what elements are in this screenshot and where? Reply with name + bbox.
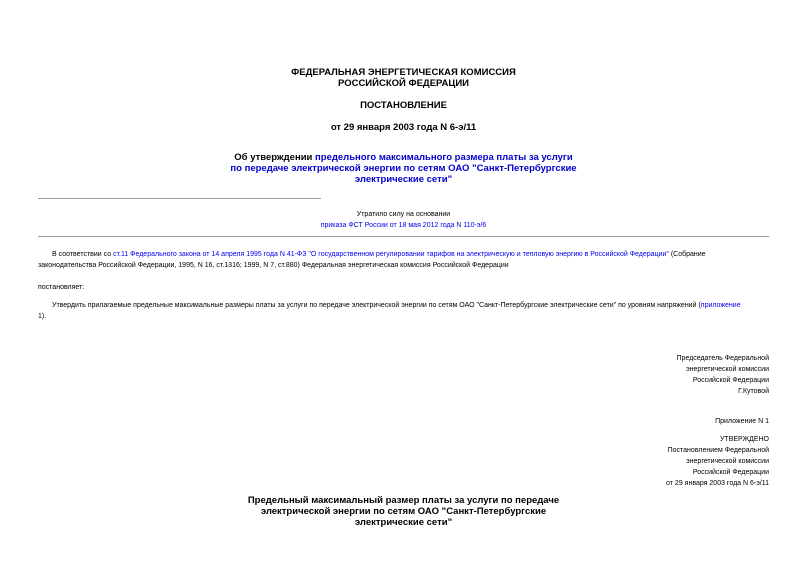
appendix-title-line2: электрической энергии по сетям ОАО "Санкт-Петербургские	[260, 506, 547, 517]
approved-line1: Постановлением Федеральной	[667, 447, 769, 454]
doc-date: от 29 января 2003 года N 6-э/11	[330, 122, 477, 133]
paragraph-1-line2: законодательства Российской Федерации, 1995, N 16, ст.1316; 1999, N 7, ст.880) Федеральная энергетическая комиссия Российской Федерации	[38, 262, 509, 269]
status-link[interactable]: приказа ФСТ России от 18 мая 2012 года N 110-э/6	[320, 222, 487, 229]
appendix-title-line3: электрические сети"	[354, 517, 453, 528]
appendix-label: Приложение N 1	[715, 418, 769, 425]
status-line: Утратило силу на основании	[356, 211, 451, 218]
signature-line1: Председатель Федеральной	[676, 355, 769, 362]
approved-line2: энергетической комиссии	[686, 458, 769, 465]
signature-line2: энергетической комиссии	[686, 366, 769, 373]
appendix-title-line1: Предельный максимальный размер платы за услуги по передаче	[247, 495, 560, 506]
law-link[interactable]: ст.11 Федерального закона от 14 апреля 1995 года N 41-ФЗ "О государственном регулировании тарифов на электрическую и тепловую энергию в Российской Федерации"	[113, 251, 669, 258]
paragraph-1-line1	[52, 249, 769, 260]
p1-suffix: (Собрание	[668, 251, 706, 258]
org-name-line2: РОССИЙСКОЙ ФЕДЕРАЦИИ	[337, 78, 469, 89]
p3-text: Утвердить прилагаемые предельные максимальные размеры платы за услуги по передаче электрической энергии по сетям ОАО "Санкт-Петербургские электрические сети" по уровням напряжений (	[52, 302, 701, 309]
paragraph-decree: постановляет:	[38, 284, 85, 291]
signature-name: Г.Кутовой	[738, 388, 769, 395]
approved-line3: Российской Федерации	[692, 469, 769, 476]
paragraph-approve	[38, 300, 769, 322]
title-link-line3[interactable]: электрические сети"	[354, 174, 453, 185]
doc-type: ПОСТАНОВЛЕНИЕ	[360, 100, 447, 111]
separator-short	[38, 198, 321, 199]
org-name-line1: ФЕДЕРАЛЬНАЯ ЭНЕРГЕТИЧЕСКАЯ КОМИССИЯ	[291, 67, 516, 78]
title-link-line2[interactable]: по передаче электрической энергии по сетям ОАО "Санкт-Петербургские	[230, 163, 577, 174]
p3-end: 1).	[38, 313, 47, 320]
doc-title-line2	[0, 163, 807, 174]
p1-prefix: В соответствии со	[52, 251, 114, 258]
separator-full	[38, 236, 769, 237]
status-link-line	[0, 220, 807, 231]
appendix-link[interactable]: приложение	[700, 302, 741, 309]
signature-line3: Российской Федерации	[692, 377, 769, 384]
doc-title-line1	[0, 152, 807, 163]
doc-title-line3	[0, 174, 807, 185]
title-prefix: Об утверждении	[234, 152, 316, 163]
approved-date: от 29 января 2003 года N 6-э/11	[666, 480, 769, 487]
title-link-line1[interactable]: предельного максимального размера платы за услуги	[315, 152, 573, 163]
approved-label: УТВЕРЖДЕНО	[719, 436, 769, 443]
